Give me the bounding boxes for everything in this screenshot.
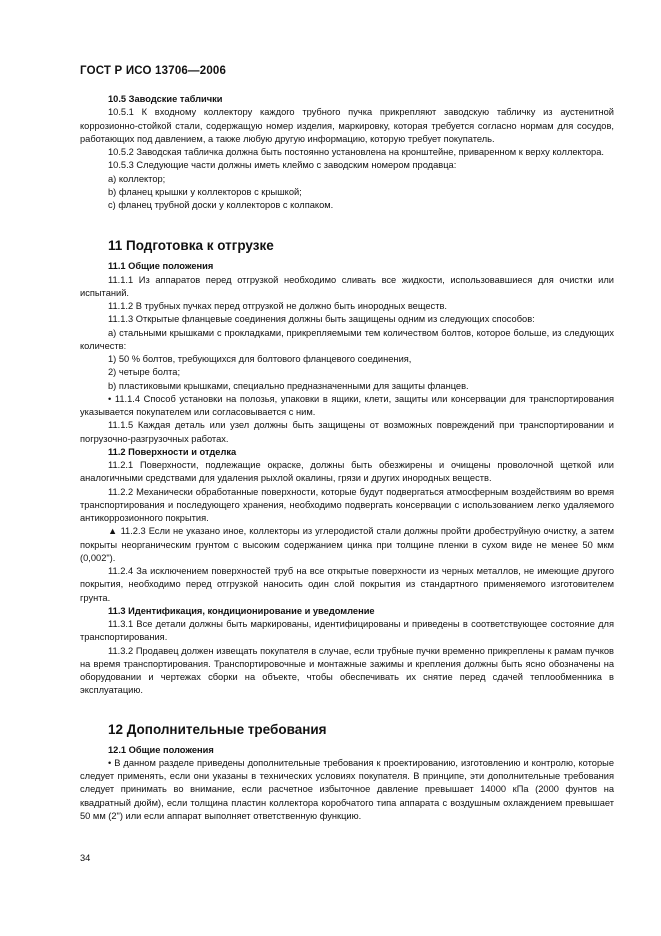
section-heading: 10.5 Заводские таблички	[108, 94, 223, 104]
section-heading: 11.2 Поверхности и отделка	[108, 446, 237, 457]
page-number: 34	[80, 853, 91, 863]
section-heading: 11.3 Идентификация, кондиционирование и уведомление	[108, 605, 375, 616]
paragraph: 10.5.2 Заводская табличка должна быть постоянно установлена на кронштейне, приваренном к верху коллектора.	[108, 147, 604, 157]
page-body	[80, 93, 614, 823]
paragraph: 10.5.3 Следующие части должны иметь клеймо с заводским номером продавца:	[108, 160, 457, 171]
paragraph: 11.1.3 Открытые фланцевые соединения должны быть защищены одним из следующих способов:	[108, 314, 535, 325]
spacer	[80, 698, 614, 722]
paragraph: ▲ 11.2.3 Если не указано иное, коллекторы из углеродистой стали должны пройти дробеструйную очистку, а затем покрыты неорганическим грунтом с высоким содержанием цинка при толщине пленки в сухом виде не менее 50 мкм (0,002").	[80, 526, 614, 563]
chapter-heading: 11 Подготовка к отгрузке	[108, 238, 274, 254]
list-item: 1) 50 % болтов, требующихся для болтового фланцевого соединения,	[108, 354, 412, 364]
paragraph: 11.3.1 Все детали должны быть маркированы, идентифицированы и приведены в соответствующее состояние для транспортирования.	[80, 619, 614, 643]
list-item: c) фланец трубной доски у коллекторов с колпаком.	[108, 200, 334, 210]
section-heading: 11.1 Общие положения	[108, 261, 214, 272]
document-header: ГОСТ Р ИСО 13706—2006	[80, 65, 227, 77]
paragraph: 11.2.4 За исключением поверхностей труб на все открытые поверхности из черных металлов, не имеющие другого покрытия, необходимо перед отгрузкой наносить один слой покрытия из стандартного применяемого изготовителем грунта.	[80, 566, 614, 603]
section-heading: 12.1 Общие положения	[108, 744, 214, 755]
paragraph: 11.3.2 Продавец должен извещать покупателя в случае, если трубные пучки временно прикреплены к рамам пучков на время транспортирования. Транспортировочные и монтажные зажимы и крепления должны быть ясно обозначены на оборудовании и чертежах сборки на объекте, чтобы обеспечивать их снятие перед сдачей теплообменника в эксплуатацию.	[80, 645, 614, 696]
list-item: b) пластиковыми крышками, специально предназначенными для защиты фланцев.	[108, 380, 469, 391]
list-item: b) фланец крышки у коллекторов с крышкой;	[108, 186, 302, 197]
paragraph: 11.2.2 Механически обработанные поверхности, которые будут подвергаться атмосферным воздействиям во время транспортирования и последующего хранения, необходимо подвергать консервации с использованием легко удаляемого антикоррозионного покрытия.	[80, 486, 614, 523]
list-item: 2) четыре болта;	[108, 367, 181, 378]
list-item: a) коллектор;	[108, 173, 166, 184]
paragraph: 11.1.1 Из аппаратов перед отгрузкой необходимо сливать все жидкости, использовавшиеся для очистки или испытаний.	[80, 274, 614, 298]
paragraph: 11.1.2 В трубных пучках перед отгрузкой не должно быть инородных веществ.	[108, 301, 447, 311]
paragraph: • 11.1.4 Способ установки на полозья, упаковки в ящики, клети, защиты или консервации для транспортирования указывается покупателем или согласовывается с ним.	[80, 393, 614, 417]
paragraph: 11.1.5 Каждая деталь или узел должны быть защищены от возможных повреждений при транспортировании и погрузочно-разгрузочных работах.	[80, 420, 614, 444]
paragraph: 11.2.1 Поверхности, подлежащие окраске, должны быть обезжирены и очищены проволочной щеткой или аналогичными средствами для удаления рыхлой окалины, грязи и других инородных веществ.	[80, 460, 614, 484]
list-item: a) стальными крышками с прокладками, прикрепляемыми тем количеством болтов, которое больше, из следующих количеств:	[80, 327, 614, 351]
spacer	[80, 212, 614, 238]
paragraph: 10.5.1 К входному коллектору каждого трубного пучка прикрепляют заводскую табличку из аустенитной коррозионно-стойкой стали, содержащую номер изделия, маркировку, которая требуется согласно нормам для сосудов, работающих под давлением, а также любую другую информацию, которую требует покупатель.	[80, 107, 614, 144]
chapter-heading: 12 Дополнительные требования	[108, 721, 327, 737]
paragraph: • В данном разделе приведены дополнительные требования к проектированию, изготовлению и контролю, которые следует применять, если они указаны в технических условиях покупателя. В принципе, эти дополнительные требования следует принимать во внимание, если расчетное избыточное давление превышает 14000 кПа (2000 фунтов на квадратный дюйм), если толщина пластин коллектора коробчатого типа аппарата с воздушным охлаждением превышает 50 мм (2") или если аппарат выполняет ответственную функцию.	[80, 757, 614, 821]
